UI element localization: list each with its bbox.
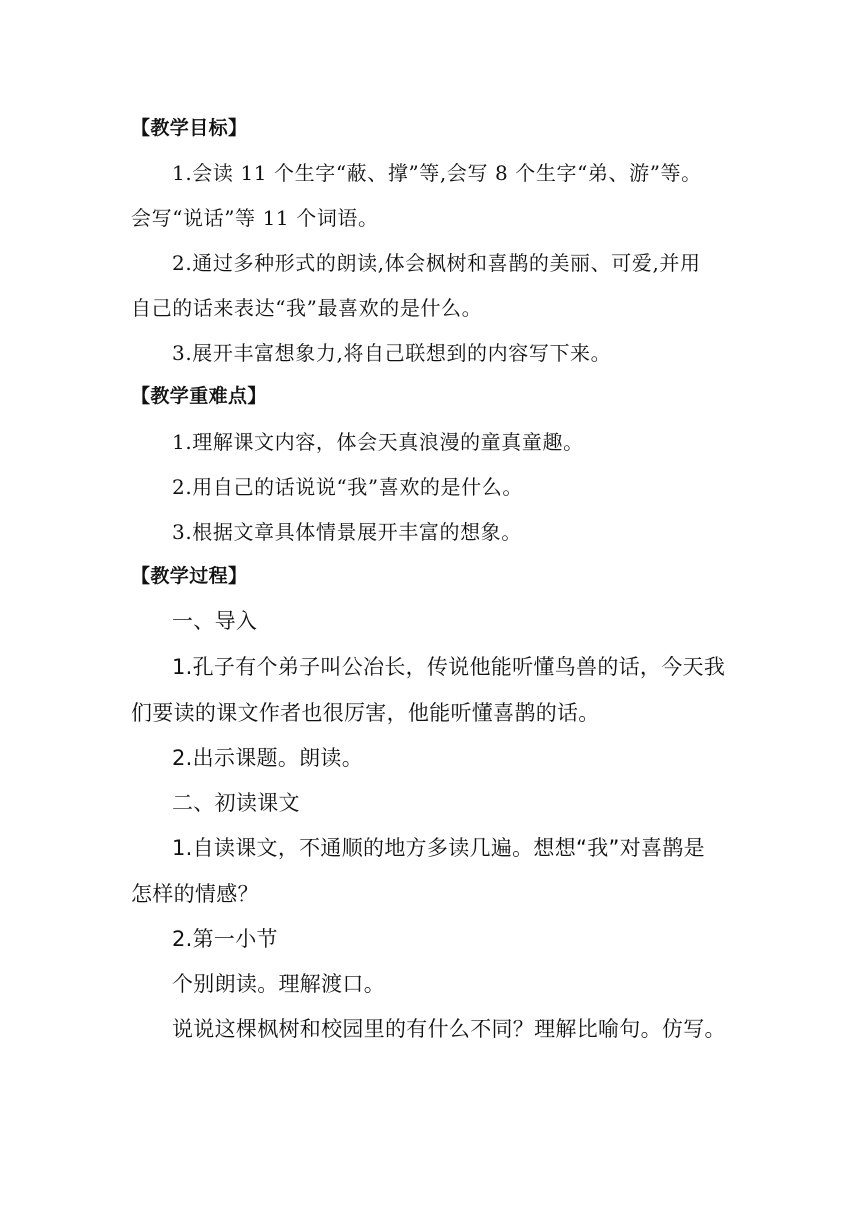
process-part-1-item-1-line-1: 1.孔子有个弟子叫公冶长，传说他能听懂鸟兽的话，今天我 xyxy=(172,655,726,679)
objectives-item-2-line-1: 2.通过多种形式的朗读,体会枫树和喜鹊的美丽、可爱,并用 xyxy=(172,251,701,275)
objectives-item-1-line-2: 会写“说话”等 11 个词语。 xyxy=(131,206,379,230)
process-part-2-item-2-note-1: 个别朗读。理解渡口。 xyxy=(172,972,385,996)
key-points-item-1: 1.理解课文内容，体会天真浪漫的童真童趣。 xyxy=(172,430,584,454)
process-part-1-item-2: 2.出示课题。朗读。 xyxy=(172,746,364,770)
process-heading: 【教学过程】 xyxy=(131,565,248,587)
key-points-item-3: 3.根据文章具体情景展开丰富的想象。 xyxy=(172,520,522,544)
process-part-1-title: 一、导入 xyxy=(172,609,258,633)
key-points-item-2: 2.用自己的话说说“我”喜欢的是什么。 xyxy=(172,475,523,499)
process-part-2-item-1-line-2: 怎样的情感？ xyxy=(131,882,259,906)
objectives-item-2-line-2: 自己的话来表达“我”最喜欢的是什么。 xyxy=(131,296,483,320)
objectives-item-1-line-1: 1.会读 11 个生字“蔽、撑”等,会写 8 个生字“弟、游”等。 xyxy=(172,161,702,185)
process-part-2-item-1-line-1: 1.自读课文，不通顺的地方多读几遍。想想“我”对喜鹊是 xyxy=(172,836,705,860)
key-points-heading: 【教学重难点】 xyxy=(131,385,267,407)
process-part-2-item-2: 2.第一小节 xyxy=(172,927,278,951)
process-part-2-title: 二、初读课文 xyxy=(172,791,300,815)
objectives-item-3: 3.展开丰富想象力,将自己联想到的内容写下来。 xyxy=(172,341,612,365)
process-part-1-item-1-line-2: 们要读的课文作者也很厉害，他能听懂喜鹊的话。 xyxy=(131,701,600,725)
process-part-2-item-2-note-2: 说说这棵枫树和校园里的有什么不同？理解比喻句。仿写。 xyxy=(172,1017,726,1041)
objectives-heading: 【教学目标】 xyxy=(131,117,248,139)
